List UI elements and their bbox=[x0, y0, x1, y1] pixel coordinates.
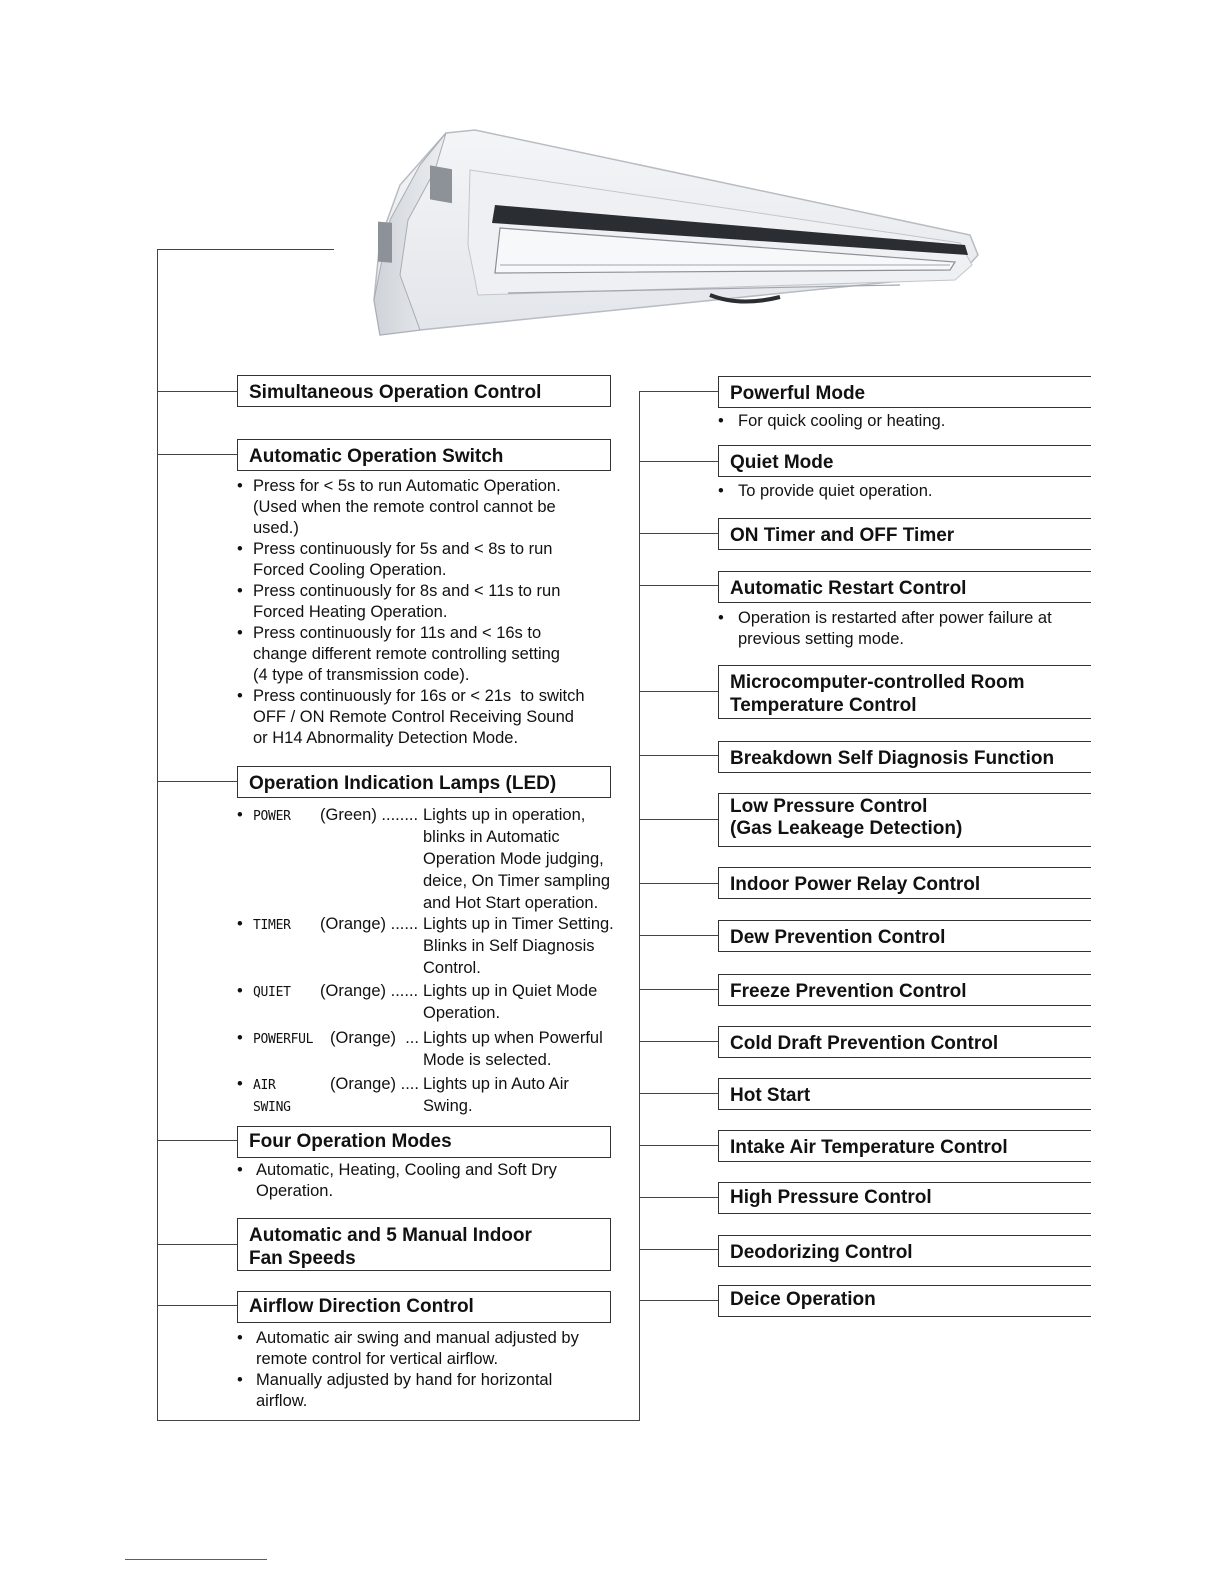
fan-speeds-line-2: Fan Speeds bbox=[249, 1248, 356, 1269]
fan-speeds-line-1: Automatic and 5 Manual Indoor bbox=[249, 1225, 532, 1246]
connector bbox=[639, 691, 719, 692]
auto-operation-switch-box: Automatic Operation Switch bbox=[237, 439, 611, 471]
dew-prevention-box: Dew Prevention Control bbox=[718, 920, 1091, 952]
deodorizing-box: Deodorizing Control bbox=[718, 1235, 1091, 1267]
left-top-line bbox=[157, 249, 334, 250]
four-operation-modes-box: Four Operation Modes bbox=[237, 1126, 611, 1158]
room-temperature-box bbox=[718, 665, 1091, 719]
connector bbox=[639, 989, 719, 990]
powerful-mode-box: Powerful Mode bbox=[718, 376, 1091, 408]
air-conditioner-illustration bbox=[360, 125, 990, 350]
low-pressure-label: Low Pressure Control (Gas Leakeage Detection) bbox=[730, 796, 963, 839]
cold-draft-prevention-box: Cold Draft Prevention Control bbox=[718, 1026, 1091, 1058]
automatic-restart-box: Automatic Restart Control bbox=[718, 571, 1091, 603]
indication-lamps-box: Operation Indication Lamps (LED) bbox=[237, 766, 611, 798]
connector bbox=[639, 585, 719, 586]
connector bbox=[639, 883, 719, 884]
fan-speeds-box bbox=[237, 1218, 611, 1271]
indoor-power-relay-box: Indoor Power Relay Control bbox=[718, 867, 1091, 899]
footer-link-underline bbox=[125, 1559, 267, 1560]
connector bbox=[639, 461, 719, 462]
connector bbox=[157, 454, 238, 455]
deice-operation-box: Deice Operation bbox=[718, 1285, 1091, 1317]
connector bbox=[639, 935, 719, 936]
connector bbox=[639, 1300, 719, 1301]
freeze-prevention-box: Freeze Prevention Control bbox=[718, 974, 1091, 1006]
connector bbox=[639, 1249, 719, 1250]
connector bbox=[157, 781, 238, 782]
airflow-direction-box: Airflow Direction Control bbox=[237, 1291, 611, 1323]
room-temperature-label: Microcomputer-controlled Room Temperature Control bbox=[730, 672, 1025, 716]
low-pressure-box bbox=[718, 793, 1091, 847]
intake-air-temperature-box: Intake Air Temperature Control bbox=[718, 1130, 1091, 1162]
left-bottom-line bbox=[157, 1420, 640, 1421]
hot-start-box: Hot Start bbox=[718, 1078, 1091, 1110]
self-diagnosis-box: Breakdown Self Diagnosis Function bbox=[718, 741, 1091, 773]
high-pressure-box: High Pressure Control bbox=[718, 1182, 1091, 1214]
left-trunk-line bbox=[157, 249, 158, 1421]
center-trunk-line bbox=[639, 391, 640, 1421]
quiet-mode-box: Quiet Mode bbox=[718, 445, 1091, 477]
connector bbox=[639, 1197, 719, 1198]
connector bbox=[639, 1041, 719, 1042]
connector bbox=[157, 391, 238, 392]
connector bbox=[639, 1093, 719, 1094]
simultaneous-operation-box: Simultaneous Operation Control bbox=[237, 375, 611, 407]
connector bbox=[639, 391, 719, 392]
connector bbox=[639, 755, 719, 756]
on-off-timer-box: ON Timer and OFF Timer bbox=[718, 518, 1091, 550]
connector bbox=[157, 1244, 238, 1245]
connector bbox=[157, 1305, 238, 1306]
connector bbox=[639, 1145, 719, 1146]
connector bbox=[639, 533, 719, 534]
connector bbox=[157, 1140, 238, 1141]
connector bbox=[639, 819, 719, 820]
